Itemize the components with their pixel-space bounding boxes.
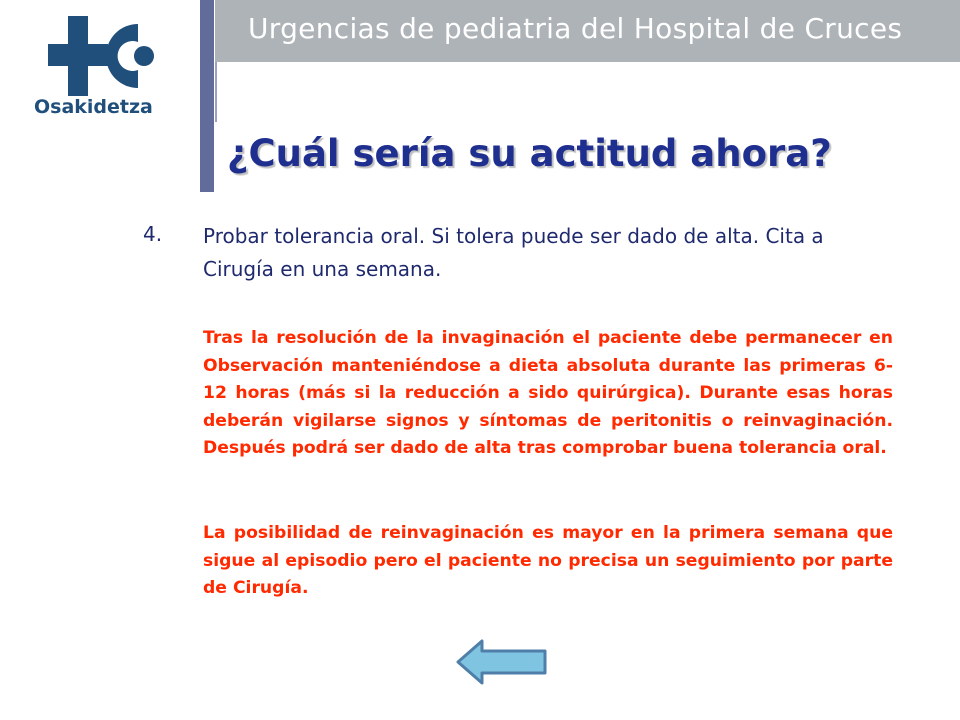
item-number: 4. xyxy=(143,222,163,246)
back-button[interactable] xyxy=(456,638,548,686)
vertical-accent-line xyxy=(215,62,217,122)
explanation-paragraph: Tras la resolución de la invaginación el paciente debe permanecer en Observación manteniéndose a dieta absoluta durante las primeras 6-12 horas (más si la reducción a sido quirúrgica). Durante esas horas deberán vigilarse signos y síntomas de peritonitis o reinvaginación. Después podrá ser dado de alta tras comprobar buena tolerancia oral. xyxy=(203,328,893,458)
vertical-accent-bar xyxy=(200,0,214,192)
left-arrow-icon xyxy=(456,638,548,686)
logo-mark-icon xyxy=(46,14,178,109)
logo-text: Osakidetza xyxy=(34,96,153,118)
banner-title: Urgencias de pediatria del Hospital de Cruces xyxy=(248,12,903,45)
follow-up-paragraph: La posibilidad de reinvaginación es mayor en la primera semana que sigue al episodio pero el paciente no precisa un seguimiento por parte de Cirugía. xyxy=(203,523,893,598)
slide-title: ¿Cuál sería su actitud ahora? xyxy=(227,132,832,175)
item-text: Probar tolerancia oral. Si tolera puede ser dado de alta. Cita a Cirugía en una semana. xyxy=(203,224,824,281)
